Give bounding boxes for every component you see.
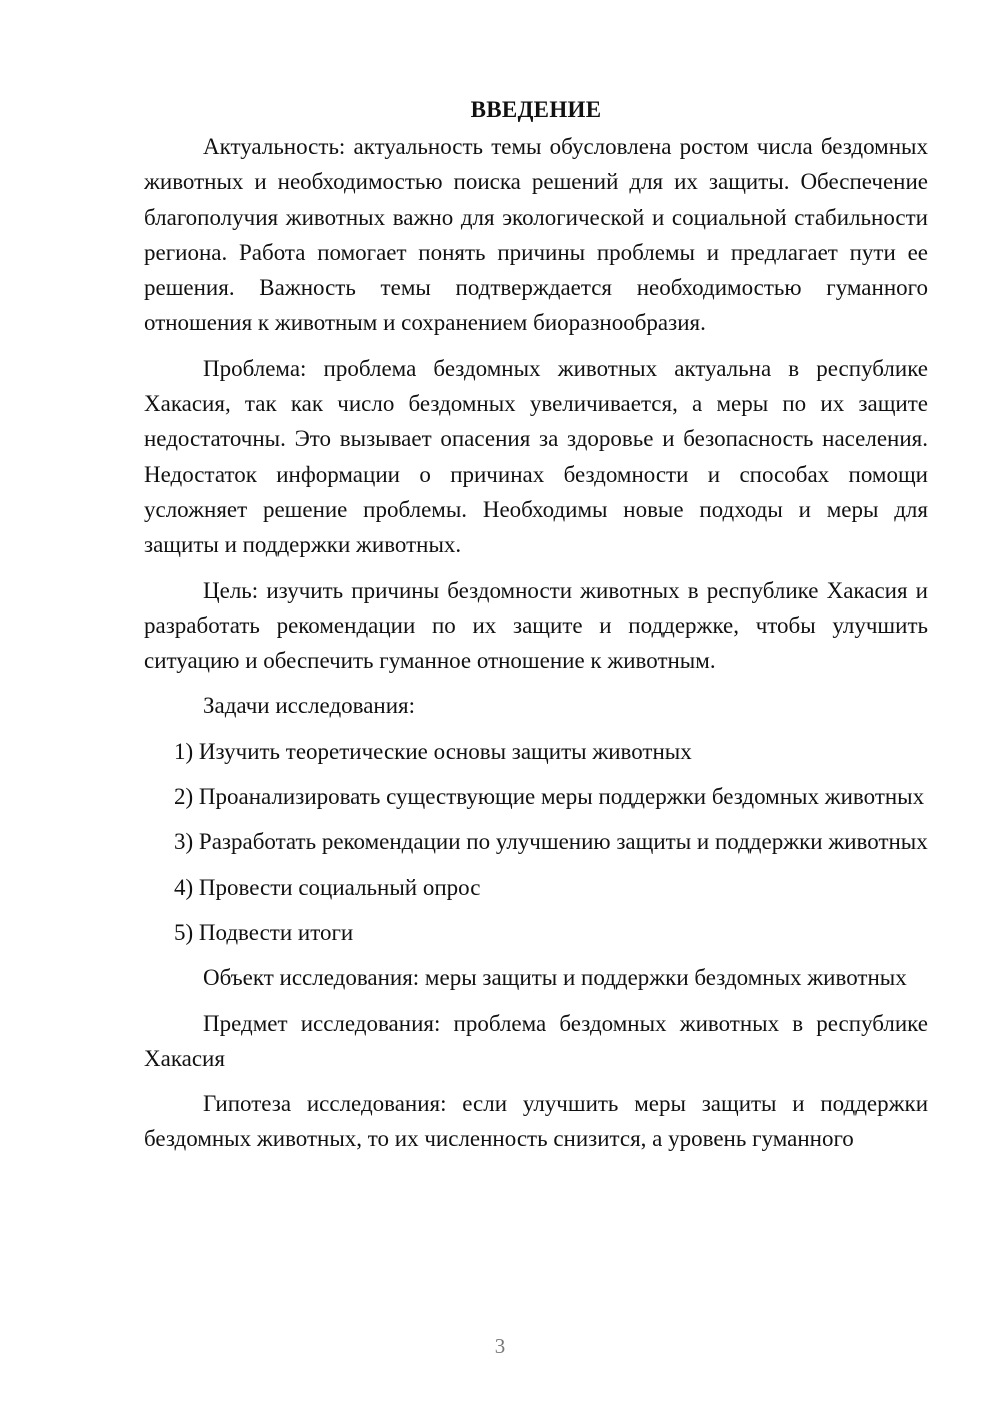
document-page <box>144 95 928 1167</box>
task-item-2: 2) Проанализировать существующие меры поддержки бездомных животных <box>174 784 925 810</box>
research-subject: Предмет исследования: проблема бездомных животных в республике Хакасия <box>144 1010 928 1071</box>
task-item-3: 3) Разработать рекомендации по улучшению защиты и поддержки животных <box>174 829 928 855</box>
section-title: ВВЕДЕНИЕ <box>470 97 602 122</box>
task-item-1: 1) Изучить теоретические основы защиты животных <box>174 738 692 764</box>
paragraph-goal: Цель: изучить причины бездомности животных в республике Хакасия и разработать рекомендации по их защите и поддержке, чтобы улучшить ситуацию и обеспечить гуманное отношение к животным. <box>144 577 928 674</box>
task-item-4: 4) Провести социальный опрос <box>174 874 481 900</box>
paragraph-relevance: Актуальность: актуальность темы обусловлена ростом числа бездомных животных и необходимостью поиска решений для их защиты. Обеспечение благополучия животных важно для экологической и социальной стабильности региона. Работа помогает понять причины проблемы и предлагает пути ее решения. Важность темы подтверждается необходимостью гуманного отношения к животным и сохранением биоразнообразия. <box>144 134 928 336</box>
page-number: 3 <box>494 1334 506 1358</box>
research-object: Объект исследования: меры защиты и поддержки бездомных животных <box>203 965 907 991</box>
research-hypothesis: Гипотеза исследования: если улучшить меры защиты и поддержки бездомных животных, то их численность снизится, а уровень гуманного <box>144 1091 928 1152</box>
tasks-heading: Задачи исследования: <box>203 693 416 719</box>
task-item-5: 5) Подвести итоги <box>174 919 354 945</box>
paragraph-problem: Проблема: проблема бездомных животных актуальна в республике Хакасия, так как число бездомных увеличивается, а меры по их защите недостаточны. Это вызывает опасения за здоровье и безопасность населения. Недостаток информации о причинах бездомности и способах помощи усложняет решение проблемы. Необходимы новые подходы и меры для защиты и поддержки животных. <box>144 355 928 558</box>
